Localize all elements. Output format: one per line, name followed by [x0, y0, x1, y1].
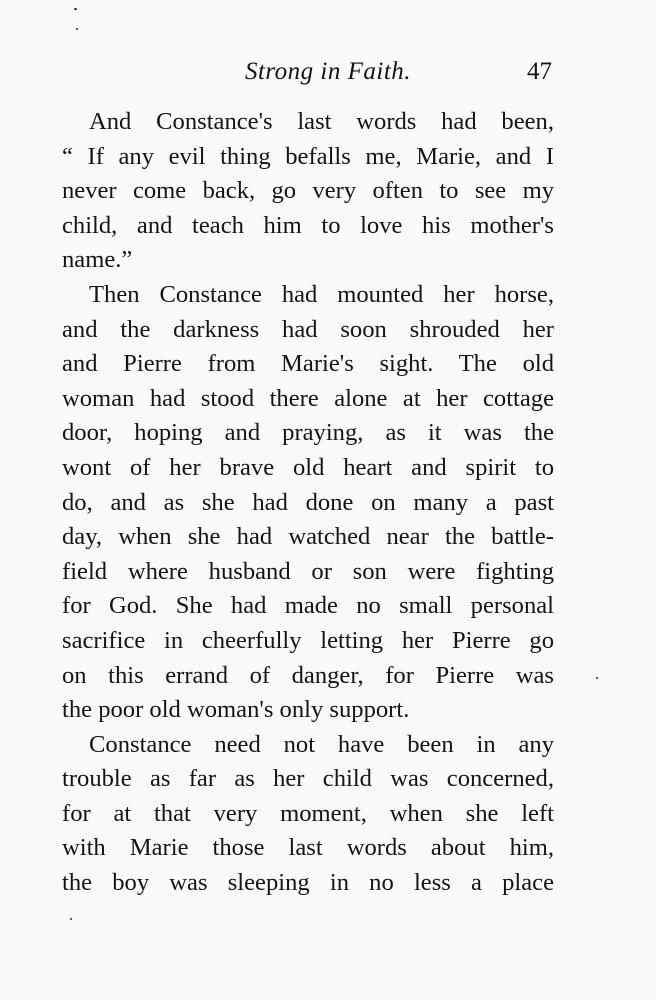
- paragraph-2: [62, 278, 554, 728]
- text-line: field where husband or son were fighting: [62, 557, 554, 585]
- text-line: the poor old woman's only support.: [62, 696, 410, 724]
- print-speck: [76, 28, 78, 30]
- text-line: day, when she had watched near the battle-: [62, 523, 554, 551]
- paragraph-1: [62, 105, 554, 278]
- text-line: and Pierre from Marie's sight. The old: [62, 350, 554, 378]
- text-line: name.”: [62, 246, 133, 274]
- text-line: Constance need not have been in any: [89, 730, 554, 758]
- print-speck: [596, 677, 598, 679]
- text-line: wont of her brave old heart and spirit to: [62, 453, 554, 481]
- text-line: for God. She had made no small personal: [62, 592, 554, 620]
- text-line: And Constance's last words had been,: [89, 108, 554, 135]
- text-line: trouble as far as her child was concerned,: [62, 765, 554, 793]
- text-line: “ If any evil thing befalls me, Marie, and I: [62, 142, 554, 170]
- running-head-title: Strong in Faith.: [244, 58, 412, 85]
- text-line: Then Constance had mounted her horse,: [89, 280, 554, 308]
- body-text: [62, 105, 554, 901]
- text-line: and the darkness had soon shrouded her: [62, 315, 554, 343]
- text-line: on this errand of danger, for Pierre was: [62, 661, 554, 689]
- page-number: 47: [527, 58, 552, 85]
- text-line: for at that very moment, when she left: [62, 799, 554, 827]
- text-line: door, hoping and praying, as it was the: [62, 419, 554, 447]
- text-line: woman had stood there alone at her cottage: [62, 384, 554, 412]
- text-line: do, and as she had done on many a past: [62, 488, 554, 516]
- text-line: sacrifice in cheerfully letting her Pierre go: [62, 626, 554, 654]
- text-line: the boy was sleeping in no less a place: [62, 869, 554, 897]
- text-line: with Marie those last words about him,: [62, 834, 554, 862]
- text-line: never come back, go very often to see my: [62, 177, 554, 205]
- print-speck: [70, 918, 72, 920]
- print-speck: [74, 8, 77, 10]
- text-line: child, and teach him to love his mother's: [62, 211, 554, 239]
- paragraph-3: [62, 728, 554, 901]
